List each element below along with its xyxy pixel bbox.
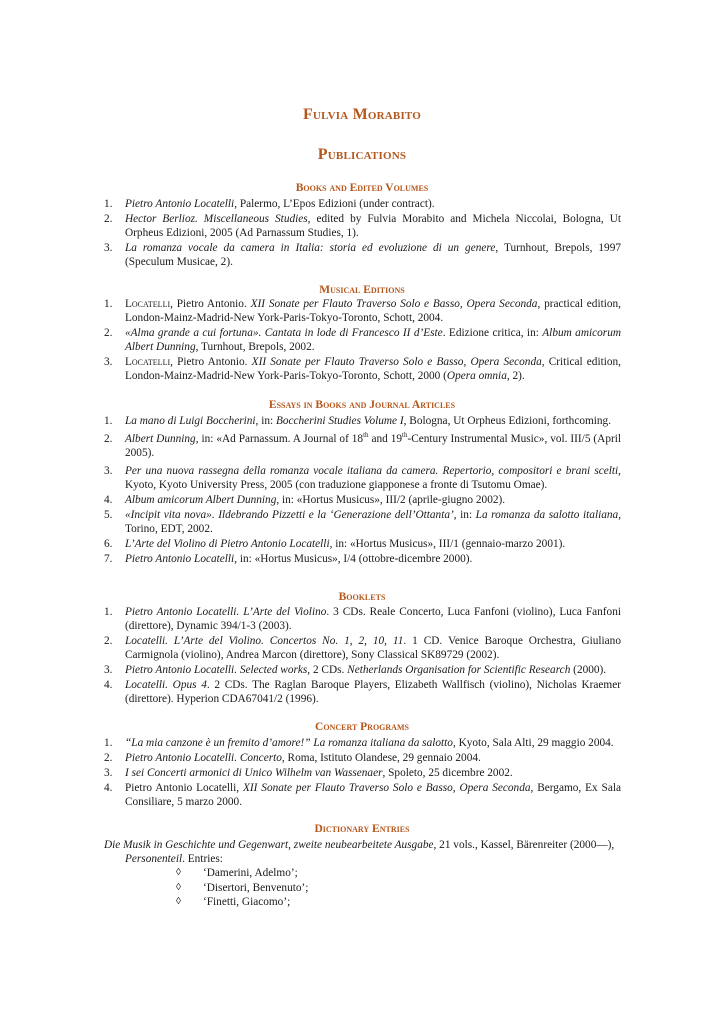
list-item (176, 895, 308, 910)
item-text: Pietro Antonio Locatelli, (125, 782, 243, 794)
entry-text: ‘Disertori, Benvenuto’; (203, 881, 309, 894)
item-title: Pietro Antonio Locatelli (125, 198, 235, 210)
item-text: , in: «Ad Parnassum. A Journal of 18 (195, 433, 364, 445)
list-item (104, 537, 621, 551)
list-item (104, 414, 621, 428)
item-text: -Century Instrumental Music», vol. III/5 (April 2005). (125, 433, 622, 459)
item-text: , 2). (506, 370, 525, 382)
item-title: Locatelli. L’Arte del Violino. Concertos No. 1, 2, 10, 11 (125, 635, 404, 647)
item-title: La romanza vocale da camera in Italia: storia ed evoluzione di un genere (125, 242, 496, 254)
item-text: , in: «Hortus Musicus», III/2 (aprile-giugno 2002). (276, 494, 506, 506)
list-item (104, 736, 621, 750)
item-text: . Edizione critica, in: (442, 327, 543, 339)
item-number: 4. (104, 679, 113, 691)
item-number: 6. (104, 538, 113, 550)
list-item (104, 326, 621, 354)
section-heading-essays: Essays in Books and Journal Articles (268, 399, 456, 411)
item-number: 1. (104, 606, 113, 618)
item-text: , Kyoto, Sala Alti, 29 maggio 2004. (452, 737, 614, 749)
entry-text: ‘Damerini, Adelmo’; (203, 867, 298, 879)
section-heading-editions: Musical Editions (319, 284, 405, 296)
item-title: Pietro Antonio Locatelli. Concerto (125, 752, 282, 764)
item-text: , Turnhout, Brepols, 1997 (Speculum Musicae, 2). (125, 242, 621, 268)
item-title: «Incipit vita nova». Ildebrando Pizzetti e la ‘Generazione dell’Ottanta’ (125, 509, 454, 521)
item-title: Album amicorum Albert Dunning (125, 327, 621, 353)
item-number: 1. (104, 198, 113, 210)
item-text: , Spoleto, 25 dicembre 2002. (382, 767, 513, 779)
section-heading-books: Books and Edited Volumes (295, 182, 429, 194)
diamond-bullet-icon: ◊ (176, 867, 181, 878)
item-title: Netherlands Organisation for Scientific Research (347, 664, 571, 676)
editions-list (104, 297, 621, 383)
list-item (104, 355, 621, 383)
item-title: Pietro Antonio Locatelli (125, 553, 235, 565)
item-title: XII Sonate per Flauto Traverso Solo e Basso, Opera Seconda (243, 782, 531, 794)
item-title: L’Arte del Violino di Pietro Antonio Locatelli (125, 538, 330, 550)
item-title: “La mia canzone è un fremito d’amore!” La romanza italiana da salotto (125, 737, 453, 749)
item-text: , Kyoto, Kyoto University Press, 2005 (con traduzione giapponese a fronte di Tsutomu Omae). (125, 465, 621, 491)
list-item (176, 866, 308, 881)
entry-text: ‘Finetti, Giacomo’; (203, 896, 291, 908)
list-item (104, 663, 621, 677)
item-text: (2000). (570, 664, 607, 676)
dictionary-work-title: Die Musik in Geschichte und Gegenwart, zweite neubearbeitete Ausgabe, (104, 839, 437, 851)
item-text: , Turnhout, Brepols, 2002. (195, 341, 315, 353)
list-item (104, 552, 621, 566)
superscript: th (363, 431, 369, 440)
section-heading-booklets: Booklets (338, 591, 386, 603)
item-number: 3. (104, 664, 113, 676)
dictionary-entries-list (176, 866, 308, 910)
item-number: 3. (104, 242, 113, 254)
essays-list (104, 414, 621, 566)
list-item (104, 781, 621, 809)
dictionary-part: Personenteil (125, 853, 183, 865)
item-title: I sei Concerti armonici di Unico Wilhelm van Wassenaer (125, 767, 383, 779)
item-number: 2. (104, 752, 113, 764)
concerts-list (104, 736, 621, 809)
item-title: Pietro Antonio Locatelli. Selected works (125, 664, 308, 676)
list-item (104, 432, 621, 460)
item-title: XII Sonate per Flauto Traverso Solo e Basso, Opera Seconda (251, 356, 542, 368)
item-number: 4. (104, 782, 113, 794)
list-item (104, 751, 621, 765)
item-author: Locatelli (125, 298, 171, 310)
item-title: La romanza da salotto italiana (475, 509, 619, 521)
item-text: , in: (255, 415, 276, 427)
item-number: 1. (104, 415, 113, 427)
item-title: Boccherini Studies Volume I (275, 415, 404, 427)
item-number: 2. (104, 327, 113, 339)
entries-label: . Entries: (182, 853, 223, 865)
item-number: 1. (104, 298, 113, 310)
list-item (104, 197, 621, 211)
list-item (104, 678, 621, 706)
item-author: Locatelli (125, 356, 171, 368)
list-item (104, 634, 621, 662)
item-text: , 2 CDs. (307, 664, 348, 676)
dictionary-reference (104, 838, 621, 866)
item-title: Per una nuova rassegna della romanza vocale italiana da camera. Repertorio, compositori e brani scelti (125, 465, 619, 477)
diamond-bullet-icon: ◊ (176, 881, 181, 893)
item-title: Locatelli. Opus 4 (125, 679, 207, 691)
item-text: , in: «Hortus Musicus», III/1 (gennaio-marzo 2001). (329, 538, 566, 550)
item-title: XII Sonate per Flauto Traverso Solo e Basso, Opera Seconda (250, 298, 538, 310)
item-text: . 2 CDs. The Raglan Baroque Players, Elizabeth Wallfisch (violino), Nicholas Kraemer (direttore). Hyperion CDA67041/2 (1996). (125, 679, 621, 705)
section-heading-dictionary: Dictionary Entries (314, 823, 410, 835)
item-text: , Critical edition, London-Mainz-Madrid-New York-Paris-Tokyo-Toronto, Schott, 2000 ( (125, 356, 621, 382)
diamond-bullet-icon: ◊ (176, 896, 181, 907)
item-text: , Pietro Antonio. (170, 298, 251, 310)
item-text: . 3 CDs. Reale Concerto, Luca Fanfoni (violino), Luca Fanfoni (direttore), Dynamic 394/1-3 (2003). (125, 606, 621, 632)
list-item (176, 881, 308, 896)
item-text: , practical edition, London-Mainz-Madrid-New York-Paris-Tokyo-Toronto, Schott, 2004. (125, 298, 621, 324)
author-name: Fulvia Morabito (302, 106, 422, 123)
item-number: 2. (104, 635, 113, 647)
books-list (104, 197, 621, 269)
list-item (104, 241, 621, 269)
item-text: , Pietro Antonio. (170, 356, 252, 368)
list-item (104, 297, 621, 325)
list-item (104, 493, 621, 507)
item-number: 3. (104, 465, 113, 477)
list-item (104, 464, 621, 492)
item-title: Album amicorum Albert Dunning (125, 494, 277, 506)
item-title: Albert Dunning (125, 433, 196, 445)
item-text: and 19 (368, 433, 402, 445)
item-text: , in: (453, 509, 476, 521)
item-title: «Alma grande a cui fortuna». Cantata in lode di Francesco II d’Este (125, 327, 443, 339)
item-number: 7. (104, 553, 113, 565)
item-text: , Bologna, Ut Orpheus Edizioni, forthcoming. (403, 415, 612, 427)
item-title: La mano di Luigi Boccherini (125, 415, 256, 427)
list-item (104, 766, 621, 780)
item-number: 2. (104, 213, 113, 225)
booklets-list (104, 605, 621, 706)
list-item (104, 605, 621, 633)
item-title: Pietro Antonio Locatelli. L’Arte del Violino (125, 606, 327, 618)
item-text: , edited by Fulvia Morabito and Michela Niccolai, Bologna, Ut Orpheus Edizioni, 2005 (Ad Parnassum Studies, 1). (125, 213, 621, 239)
superscript: th (402, 431, 408, 440)
item-text: , Bergamo, Ex Sala Consiliare, 5 marzo 2000. (125, 782, 621, 808)
section-heading-concerts: Concert Programs (315, 721, 409, 733)
item-text: , Palermo, L’Epos Edizioni (under contract). (234, 198, 435, 210)
list-item (104, 508, 621, 536)
item-number: 3. (104, 356, 113, 368)
item-title: Hector Berlioz. Miscellaneous Studies (125, 213, 308, 225)
item-text: , Torino, EDT, 2002. (125, 509, 622, 535)
list-item (104, 212, 621, 240)
item-number: 3. (104, 767, 113, 779)
page-heading: Publications (317, 146, 407, 163)
item-number: 1. (104, 737, 113, 749)
item-text: , Roma, Istituto Olandese, 29 gennaio 2004. (281, 752, 481, 764)
item-number: 5. (104, 509, 113, 521)
item-text: . 1 CD. Venice Baroque Orchestra, Giuliano Carmignola (violino), Andrea Marcon (direttore), Sony Classical SK89729 (2002). (125, 635, 621, 661)
item-number: 4. (104, 494, 113, 506)
item-text: , in: «Hortus Musicus», I/4 (ottobre-dicembre 2000). (234, 553, 473, 565)
item-number: 2. (104, 433, 113, 445)
item-title: Opera omnia (446, 370, 507, 382)
dictionary-publication: 21 vols., Kassel, Bärenreiter (2000—), (436, 839, 615, 851)
